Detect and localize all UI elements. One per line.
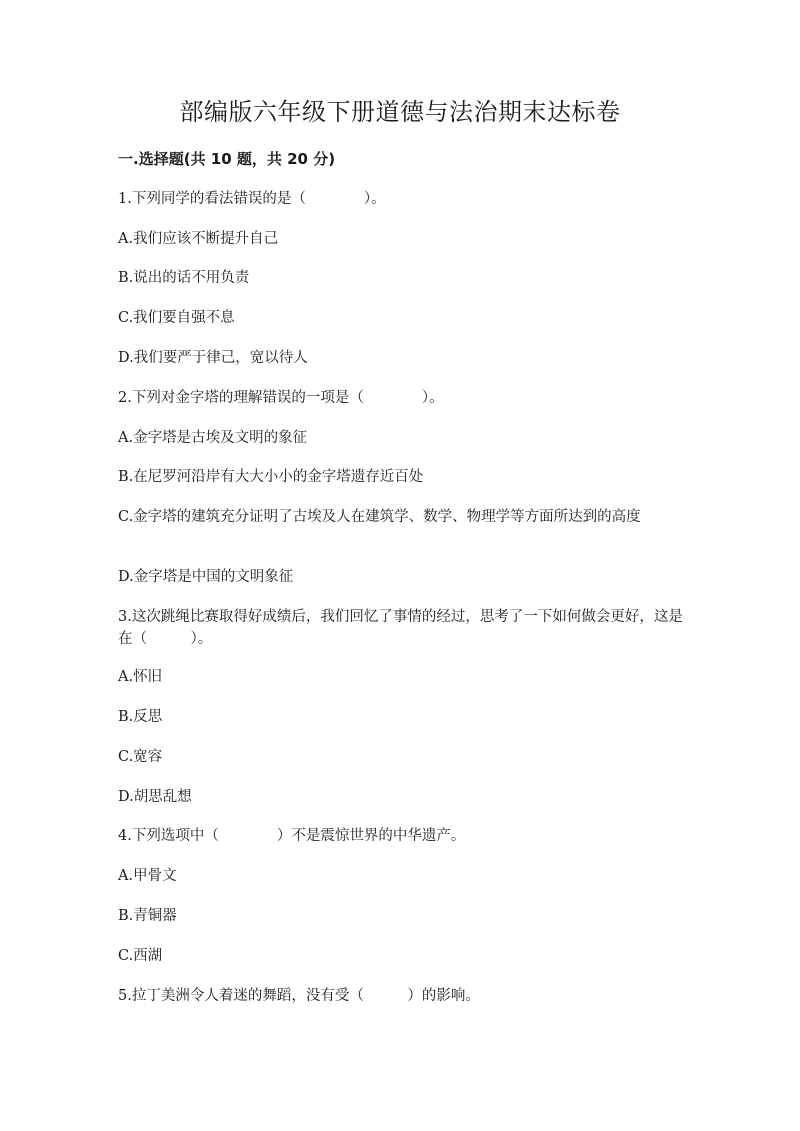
question-2-option-a: A.金字塔是古埃及文明的象征	[118, 430, 308, 446]
question-1-stem: 1.下列同学的看法错误的是（ ）。	[118, 191, 386, 207]
question-3-option-c: C.宽容	[118, 749, 163, 765]
question-3-option-b: B.反思	[118, 709, 163, 725]
question-2-option-b: B.在尼罗河沿岸有大大小小的金字塔遗存近百处	[118, 469, 424, 485]
question-2-stem: 2.下列对金字塔的理解错误的一项是（ ）。	[118, 390, 444, 406]
question-2-option-c: C.金字塔的建筑充分证明了古埃及人在建筑学、数学、物理学等方面所达到的高度	[118, 509, 641, 525]
question-3-stem: 3.这次跳绳比赛取得好成绩后，我们回忆了事情的经过，思考了一下如何做会更好，这是在（ ）。	[118, 609, 683, 647]
question-1-option-b: B.说出的话不用负责	[118, 270, 250, 286]
question-3-option-a: A.怀旧	[118, 669, 163, 685]
question-4-option-c: C.西湖	[118, 948, 163, 964]
question-1-option-d: D.我们要严于律己，宽以待人	[118, 350, 308, 366]
question-1-option-a: A.我们应该不断提升自己	[118, 231, 279, 247]
question-4-option-b: B.青铜器	[118, 908, 177, 924]
question-3-option-d: D.胡思乱想	[118, 789, 192, 805]
question-4-option-a: A.甲骨文	[118, 868, 177, 884]
question-1-option-c: C.我们要自强不息	[118, 310, 235, 326]
exam-title: 部编版六年级下册道德与法治期末达标卷	[179, 98, 621, 126]
question-2-option-d: D.金字塔是中国的文明象征	[118, 569, 294, 585]
question-4-stem: 4.下列选项中（ ）不是震惊世界的中华遗产。	[118, 828, 466, 844]
section-heading: 一.选择题(共 10 题，共 20 分)	[118, 150, 336, 168]
question-5-stem: 5.拉丁美洲令人着迷的舞蹈，没有受（ ）的影响。	[118, 988, 480, 1004]
